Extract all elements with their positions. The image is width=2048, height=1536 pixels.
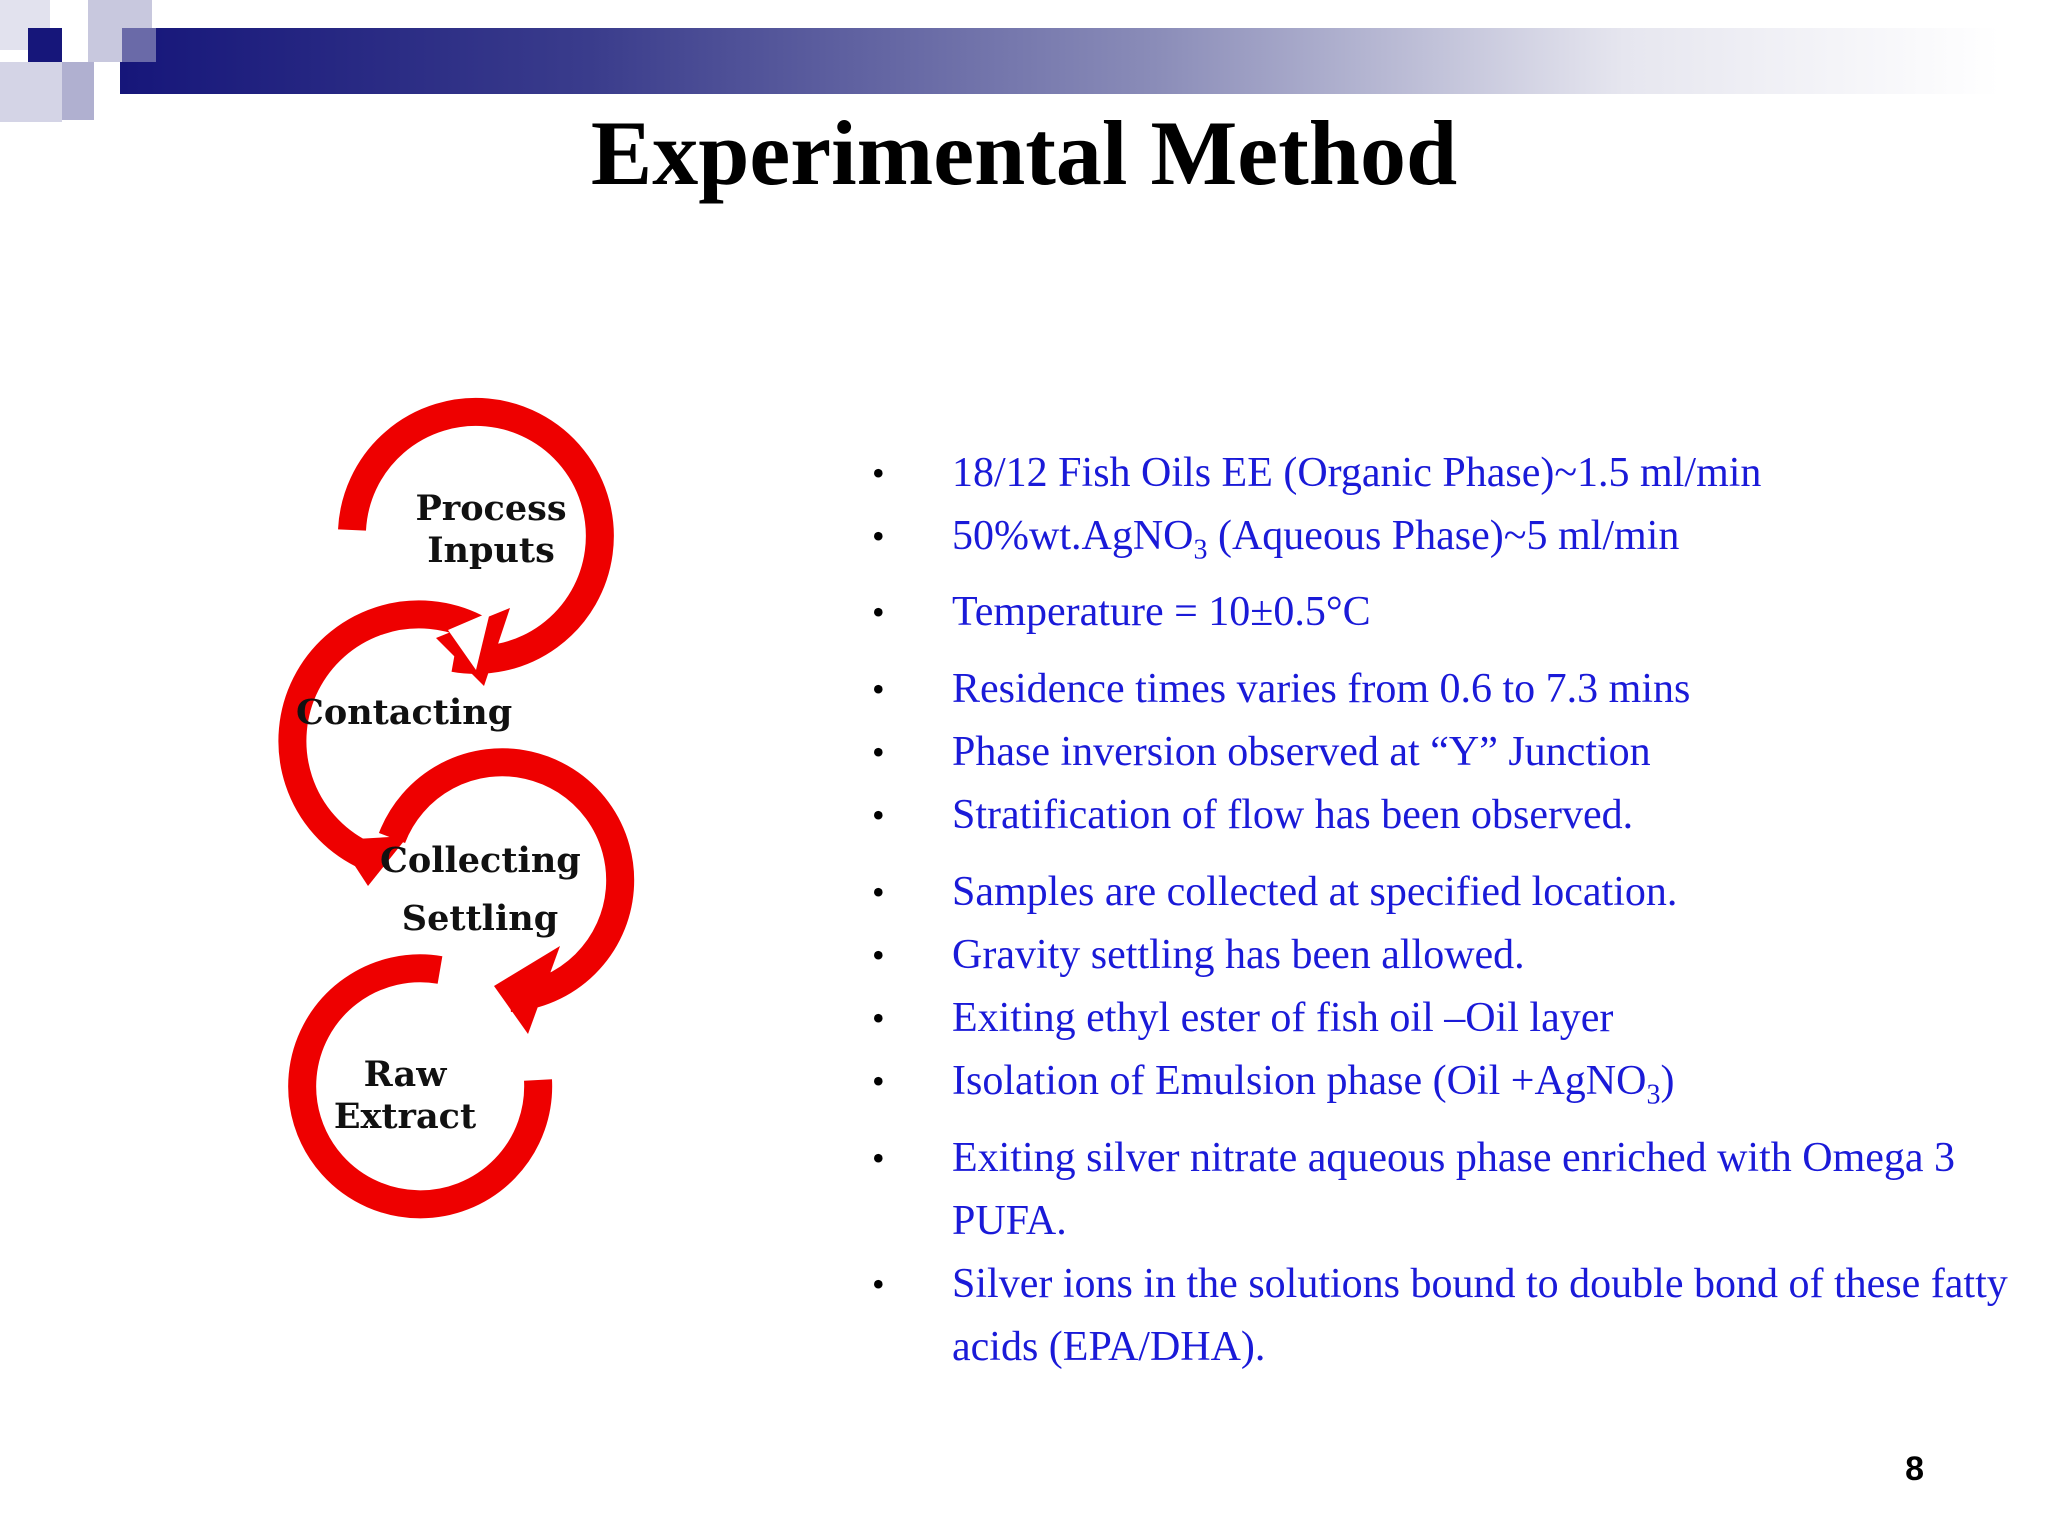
- header-square-dark: [28, 28, 62, 62]
- list-item: • Silver ions in the solutions bound to double bond of these fatty acids (EPA/DHA).: [872, 1260, 2008, 1370]
- slide-title: Experimental Method: [590, 102, 1458, 204]
- header-square-dark: [122, 28, 156, 62]
- cycle-label-contacting: Contacting: [296, 692, 513, 733]
- list-item: • 50%wt.AgNO$_3$ (Aqueous Phase)~5 ml/min: [872, 513, 1680, 566]
- page-number: 8: [1905, 1450, 1924, 1488]
- list-item: • Stratification of flow has been observed.: [872, 792, 1634, 839]
- list-item: • Isolation of Emulsion phase (Oil +AgNO$_3$): [872, 1058, 1675, 1111]
- list-item: • Exiting ethyl ester of fish oil –Oil layer: [872, 995, 1614, 1042]
- list-item: • Residence times varies from 0.6 to 7.3 mins: [872, 666, 1691, 713]
- list-item: • Phase inversion observed at “Y” Junction: [872, 729, 1651, 776]
- method-bullet-list: [870, 442, 2010, 1379]
- list-item: • Exiting silver nitrate aqueous phase enriched with Omega 3 PUFA.: [872, 1134, 1956, 1244]
- cycle-label-process-inputs: Process Inputs: [415, 488, 567, 571]
- list-item: • 18/12 Fish Oils EE (Organic Phase)~1.5 ml/min: [872, 450, 1762, 496]
- list-item: • Temperature = 10±0.5°C: [872, 589, 1371, 636]
- header-gradient-bar: [120, 28, 2000, 94]
- list-item: • Samples are collected at specified location.: [872, 869, 1678, 916]
- list-item: • Gravity settling has been allowed.: [872, 932, 1525, 979]
- cycle-label-collecting-settling: Collecting Settling: [380, 840, 581, 939]
- cycle-label-raw-extract: Raw Extract: [333, 1054, 477, 1137]
